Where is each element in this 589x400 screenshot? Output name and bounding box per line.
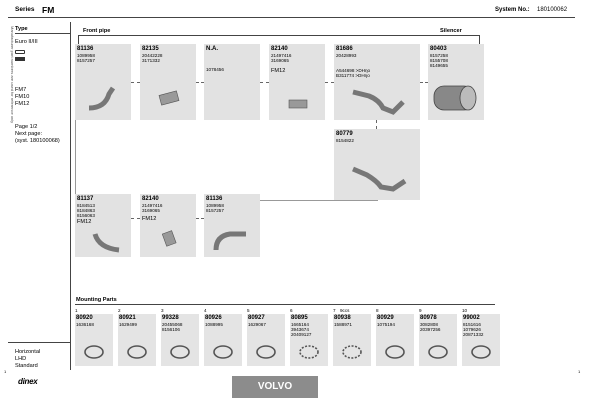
part-card-81137[interactable] [75, 194, 131, 257]
pipe-bend-icon [85, 84, 125, 114]
part-number: 1629067 [248, 322, 266, 327]
page-label: Page 1/2 [15, 124, 38, 130]
part-card-na[interactable] [204, 44, 260, 120]
side-disclaimer: Manufacturer part numbers are used for reference only [10, 26, 15, 124]
part-number: 20871332 [463, 332, 484, 337]
part-number: 8151616 [463, 322, 481, 327]
silencer-icon [430, 78, 482, 118]
part-code: 80978 [420, 315, 437, 321]
flex-pipe-icon [162, 230, 178, 248]
exhaust-icon [15, 57, 25, 61]
part-number: 8157258 [430, 53, 448, 58]
part-number: 3082808 [420, 322, 438, 327]
clamp-icon [251, 342, 281, 362]
part-number: 8157257 [77, 58, 95, 63]
mounting-card-99328[interactable] [161, 314, 199, 366]
clamp-icon [423, 342, 453, 362]
page-num-right: 1 [578, 369, 581, 374]
part-number: 8184513 [77, 203, 95, 208]
part-card-81136[interactable] [75, 44, 131, 120]
front-pipe-icon [349, 86, 409, 118]
mounting-card-80921[interactable] [118, 314, 156, 366]
part-number: 21497416 [271, 53, 292, 58]
mounting-card-80895[interactable] [290, 314, 328, 366]
mounting-index: 10 [462, 308, 468, 313]
part-code: 81686 [336, 46, 353, 52]
mounting-card-99002[interactable] [462, 314, 500, 366]
clamp-icon [79, 342, 109, 362]
flex-pipe-icon [158, 89, 180, 109]
clamp-icon [208, 342, 238, 362]
part-code: 80938 [334, 315, 351, 321]
part-code: 82140 [142, 196, 159, 202]
front-pipe-icon [349, 163, 411, 195]
part-note: FM12 [271, 68, 286, 74]
part-number: 20397256 [420, 327, 441, 332]
page-num-left: 1 [4, 369, 7, 374]
part-code: 80929 [377, 315, 394, 321]
part-number: 20442228 [142, 53, 163, 58]
part-number: 1636168 [76, 322, 94, 327]
part-number: 8156106 [162, 327, 180, 332]
mounting-tag: 9ccs [340, 308, 350, 313]
mounting-index: 4 [204, 308, 207, 313]
part-number: 3169065 [142, 208, 160, 213]
part-number: 1629499 [119, 322, 137, 327]
part-card-82140[interactable] [269, 44, 325, 120]
system-label: System No.: [495, 7, 530, 13]
clamp-icon [380, 342, 410, 362]
part-note: FM12 [142, 216, 157, 222]
part-card-81136-b[interactable] [204, 194, 260, 257]
part-number: 8156063 [77, 213, 95, 218]
part-code: 81136 [77, 46, 94, 52]
part-number: 8184863 [77, 208, 95, 213]
clamp-icon [122, 342, 152, 362]
part-code: 80920 [76, 315, 93, 321]
series-label: Series [15, 6, 35, 13]
type-label: Type [15, 26, 28, 32]
column-divider [70, 22, 71, 370]
mounting-index: 9 [419, 308, 422, 313]
part-code: 81136 [206, 196, 223, 202]
part-card-82135[interactable] [140, 44, 196, 120]
part-number: 1665164 [291, 322, 309, 327]
system-value: 180100062 [537, 7, 568, 13]
part-code: 80779 [336, 131, 353, 137]
clamp-icon [466, 342, 496, 362]
euro-label: Euro II/III [15, 39, 38, 45]
brand-name: VOLVO [257, 381, 293, 392]
part-code: 82135 [142, 46, 159, 52]
part-number: 8149655 [430, 63, 448, 68]
mounting-card-80927[interactable] [247, 314, 285, 366]
part-code: 80403 [430, 46, 447, 52]
part-code: 80921 [119, 315, 136, 321]
part-code: 99328 [162, 315, 179, 321]
type-rule [15, 33, 70, 34]
mounting-rule [75, 304, 495, 305]
header-rule [8, 17, 575, 18]
part-card-81686[interactable] [334, 44, 420, 120]
footer-standard: Standard [15, 363, 38, 369]
model-fm7: FM7 [15, 87, 27, 93]
part-code: 80927 [248, 315, 265, 321]
part-code: 99002 [463, 315, 480, 321]
part-code: 81137 [77, 196, 94, 202]
mounting-card-80926[interactable] [204, 314, 242, 366]
mounting-index: 7 [333, 308, 336, 313]
part-number: 21497416 [142, 203, 163, 208]
part-card-82140-b[interactable] [140, 194, 196, 257]
series-value: FM [42, 5, 55, 15]
clamp-icon [294, 342, 324, 362]
part-number: 3171332 [142, 58, 160, 63]
part-number: 1078456 [206, 67, 224, 72]
mounting-card-80920[interactable] [75, 314, 113, 366]
part-number: 1588971 [334, 322, 352, 327]
model-fm12: FM12 [15, 101, 30, 107]
mounting-index: 3 [161, 308, 164, 313]
next-page-label: Next page: [15, 131, 43, 137]
part-number: 1089958 [77, 53, 95, 58]
mounting-index: 6 [290, 308, 293, 313]
mounting-card-80978[interactable] [419, 314, 457, 366]
part-number: 1079626 [463, 327, 481, 332]
part-note: A544698 >DHηo B311774 >DHηo [336, 68, 371, 79]
part-note: FM12 [77, 219, 92, 225]
part-card-80779[interactable] [334, 129, 420, 200]
part-number: 8157257 [206, 208, 224, 213]
part-card-80403[interactable] [428, 44, 484, 120]
mounting-index: 5 [247, 308, 250, 313]
mounting-index: 2 [118, 308, 121, 313]
mounting-index: 1 [75, 308, 78, 313]
part-number: 1088995 [205, 322, 223, 327]
pipe-bend-icon [208, 224, 252, 254]
mounting-header: Mounting Parts [76, 297, 117, 303]
truck-icon [15, 50, 25, 54]
pipe-bend-icon [89, 230, 125, 254]
dinex-logo: dinex [18, 377, 38, 386]
part-number: 20409127 [291, 332, 312, 337]
front-pipe-header: Front pipe [83, 28, 111, 34]
part-number: 1089958 [206, 203, 224, 208]
silencer-header: Silencer [440, 28, 462, 34]
part-code: 80926 [205, 315, 222, 321]
brand-bar [232, 376, 318, 398]
part-number: 20455068 [162, 322, 183, 327]
mounting-index: 8 [376, 308, 379, 313]
clamp-icon [165, 342, 195, 362]
part-number: 20428993 [336, 53, 357, 58]
part-code: 82140 [271, 46, 288, 52]
part-code: 80895 [291, 315, 308, 321]
section-rule [78, 35, 480, 36]
part-number: 8154822 [336, 138, 354, 143]
next-system-label: (syst. 180100068) [15, 138, 60, 144]
part-code: N.A. [206, 46, 218, 52]
clamp-icon [337, 342, 367, 362]
part-number: 3943674 [291, 327, 309, 332]
footer-horizontal: Horizontal [15, 349, 41, 355]
part-number: 1075194 [377, 322, 395, 327]
part-number: 8155708 [430, 58, 448, 63]
model-fm10: FM10 [15, 94, 30, 100]
mounting-card-80929[interactable] [376, 314, 414, 366]
mounting-card-80938[interactable] [333, 314, 371, 366]
flex-pipe-icon [287, 98, 309, 112]
part-number: 3169065 [271, 58, 289, 63]
footer-lhd: LHD [15, 356, 27, 362]
